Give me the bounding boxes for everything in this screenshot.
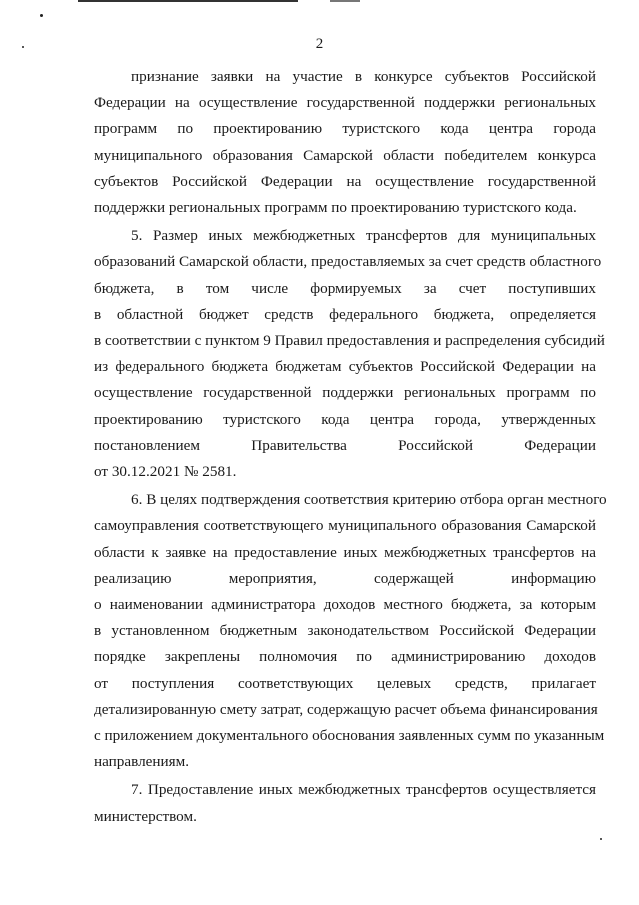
text-line: постановлением Правительства Российской Федерации xyxy=(94,436,596,454)
text-line: бюджета, в том числе формируемых за счет поступивших xyxy=(94,279,596,297)
page-number: 2 xyxy=(315,36,324,52)
text-line: области к заявке на предоставление иных межбюджетных трансфертов на xyxy=(94,543,596,561)
text-line: детализированную смету затрат, содержащую расчет объема финансирования xyxy=(94,700,598,718)
scan-edge-mark xyxy=(330,0,360,2)
text-line: порядке закреплены полномочия по администрированию доходов xyxy=(94,648,596,666)
text-line: в установленном бюджетным законодательством Российской Федерации xyxy=(94,622,596,640)
text-line: субъектов Российской Федерации на осуществление государственной xyxy=(94,172,596,190)
text-line: программ по проектированию туристского кода центра города xyxy=(94,120,596,138)
text-line: реализацию мероприятия, содержащей информацию xyxy=(94,569,596,587)
text-line: 6. В целях подтверждения соответствия критерию отбора орган местного xyxy=(131,491,607,509)
text-line: из федерального бюджета бюджетам субъектов Российской Федерации на xyxy=(94,358,596,376)
paragraph-6 xyxy=(94,487,607,775)
scan-edge-line xyxy=(78,0,298,2)
text-line: осуществление государственной поддержки региональных программ по xyxy=(94,384,596,402)
text-line: 7. Предоставление иных межбюджетных трансфертов осуществляется xyxy=(131,781,596,799)
scan-speck xyxy=(600,838,602,840)
text-line: с приложением документального обоснования заявленных сумм по указанным xyxy=(94,727,605,745)
text-line: направлениям. xyxy=(94,753,190,771)
text-line: Федерации на осуществление государственной поддержки региональных xyxy=(94,94,596,112)
text-line: министерством. xyxy=(94,807,197,825)
paragraph-4-continuation xyxy=(94,64,596,221)
paragraph-5 xyxy=(94,223,605,485)
text-line: 5. Размер иных межбюджетных трансфертов для муниципальных xyxy=(131,227,596,245)
paragraph-7 xyxy=(94,777,596,829)
text-line: в областной бюджет средств федерального бюджета, определяется xyxy=(94,305,596,323)
text-line: поддержки региональных программ по проектированию туристского кода. xyxy=(94,199,577,217)
document-body xyxy=(94,64,607,832)
scan-speck xyxy=(40,14,43,17)
text-line: от поступления соответствующих целевых средств, прилагает xyxy=(94,674,596,692)
text-line: о наименовании администратора доходов местного бюджета, за которым xyxy=(94,596,596,614)
text-line: муниципального образования Самарской области победителем конкурса xyxy=(94,146,596,164)
text-line: проектированию туристского кода центра города, утвержденных xyxy=(94,410,596,428)
text-line: самоуправления соответствующего муниципального образования Самарской xyxy=(94,517,596,535)
text-line: от 30.12.2021 № 2581. xyxy=(94,463,237,481)
text-line: образований Самарской области, предоставляемых за счет средств областного xyxy=(94,253,602,271)
text-line: признание заявки на участие в конкурсе субъектов Российской xyxy=(131,68,596,85)
text-line: в соответствии с пунктом 9 Правил предоставления и распределения субсидий xyxy=(94,332,605,350)
